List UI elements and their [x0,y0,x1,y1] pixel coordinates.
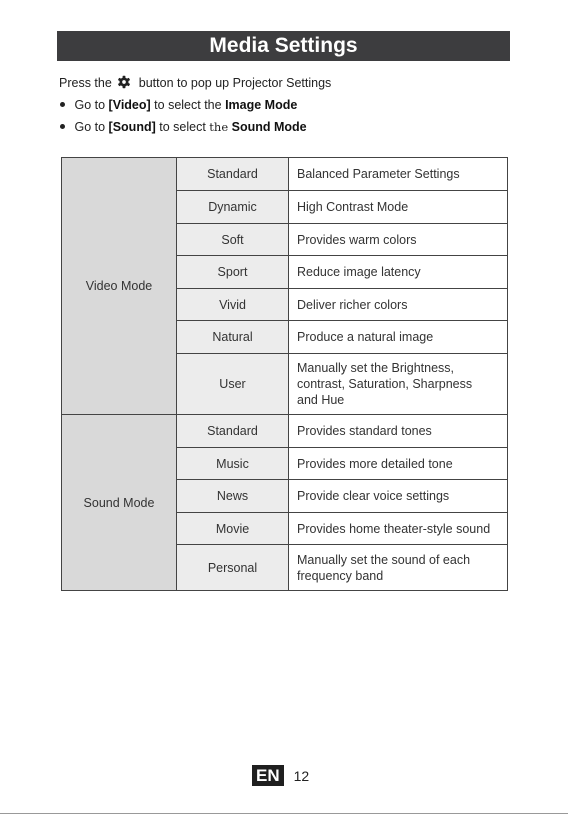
intro-press-line [59,72,331,94]
option-cell: Standard [177,158,289,191]
media-settings-table [61,157,508,591]
sound-mid-b: the [209,120,229,134]
video-mode-cell: Video Mode [62,158,177,415]
description-cell: Reduce image latency [289,256,508,289]
bottom-divider [0,813,568,814]
sound-mid-a: to select [159,120,206,134]
option-cell: Music [177,448,289,480]
page-title: Media Settings [57,31,510,61]
description-cell: Produce a natural image [289,321,508,354]
description-cell: Provides warm colors [289,224,508,256]
option-cell: Dynamic [177,191,289,224]
intro-press-suffix: button to pop up Projector Settings [138,76,332,90]
video-key: [Video] [108,98,151,112]
description-cell: Provides more detailed tone [289,448,508,480]
video-go: Go to [74,98,106,112]
language-badge: EN [252,765,284,786]
bullet-dot [60,124,65,129]
description-cell: High Contrast Mode [289,191,508,224]
description-line: contrast, Saturation, Sharpness [297,377,473,391]
option-cell: Vivid [177,289,289,321]
bullet-dot [60,102,65,107]
option-cell: Standard [177,415,289,448]
gear-icon [117,75,131,89]
page-footer [252,765,309,786]
description-line: and Hue [297,393,345,407]
option-cell: User [177,354,289,415]
intro-sound-line [59,116,331,138]
description-line: Manually set the sound of each [297,552,471,567]
video-target: Image Mode [225,98,298,112]
option-cell: News [177,480,289,513]
option-cell: Personal [177,545,289,591]
table-row [62,415,508,448]
video-mid: to select the [154,98,222,112]
intro-press-prefix: Press the [59,76,112,90]
option-cell: Natural [177,321,289,354]
sound-key: [Sound] [108,120,156,134]
description-line: frequency band [297,568,384,583]
description-cell [289,354,508,415]
description-line: Manually set the Brightness, [297,361,455,375]
option-cell: Movie [177,513,289,545]
description-cell [289,545,508,591]
page-number: 12 [293,767,310,784]
intro-text [59,72,331,138]
sound-target: Sound Mode [231,120,307,134]
sound-mode-cell: Sound Mode [62,415,177,591]
description-cell: Provides home theater-style sound [289,513,508,545]
option-cell: Soft [177,224,289,256]
description-cell: Deliver richer colors [289,289,508,321]
sound-go: Go to [74,120,106,134]
description-cell: Provides standard tones [289,415,508,448]
intro-video-line [59,94,331,116]
option-cell: Sport [177,256,289,289]
description-cell: Provide clear voice settings [289,480,508,513]
description-cell: Balanced Parameter Settings [289,158,508,191]
table-row [62,158,508,191]
